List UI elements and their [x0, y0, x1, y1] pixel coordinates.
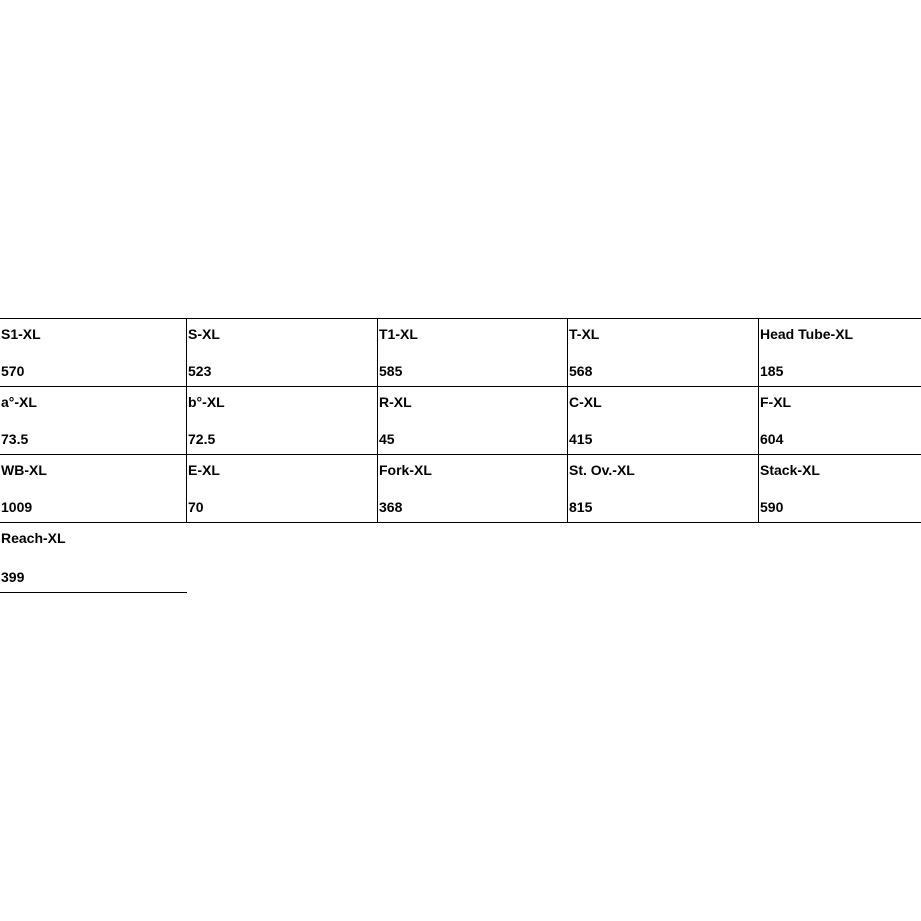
- spec-value: 399: [1, 569, 25, 585]
- spec-row-4: [0, 523, 921, 593]
- spec-label: E-XL: [188, 462, 220, 478]
- spec-cell-reach: [0, 523, 187, 593]
- spec-label: T-XL: [569, 326, 600, 342]
- spec-cell-s: [187, 319, 378, 387]
- spec-value: 45: [379, 431, 395, 447]
- spec-value: 185: [760, 363, 784, 379]
- spec-cell-standover: [568, 455, 759, 523]
- spec-value: 70: [188, 499, 204, 515]
- spec-row-3: [0, 455, 921, 523]
- spec-label: S1-XL: [1, 326, 41, 342]
- spec-label: F-XL: [760, 394, 792, 410]
- spec-value: 570: [1, 363, 25, 379]
- spec-cell-a-angle: [0, 387, 187, 455]
- spec-value: 523: [188, 363, 212, 379]
- spec-label: R-XL: [379, 394, 412, 410]
- spec-value: 368: [379, 499, 403, 515]
- spec-cell-f: [759, 387, 921, 455]
- spec-cell-wb: [0, 455, 187, 523]
- spec-value: 73.5: [1, 431, 29, 447]
- spec-value: 815: [569, 499, 593, 515]
- spec-cell-c: [568, 387, 759, 455]
- spec-value: 590: [760, 499, 784, 515]
- spec-value: 585: [379, 363, 403, 379]
- spec-value: 568: [569, 363, 593, 379]
- spec-cell-t1: [378, 319, 568, 387]
- spec-cell-head-tube: [759, 319, 921, 387]
- spec-cell-t: [568, 319, 759, 387]
- spec-value: 415: [569, 431, 593, 447]
- spec-label: Reach-XL: [1, 530, 66, 546]
- spec-label: a°-XL: [1, 394, 37, 410]
- spec-row-1: [0, 319, 921, 387]
- spec-label: Stack-XL: [760, 462, 820, 478]
- spec-label: S-XL: [188, 326, 220, 342]
- spec-cell-b-angle: [187, 387, 378, 455]
- spec-cell-r: [378, 387, 568, 455]
- spec-cell-fork: [378, 455, 568, 523]
- spec-label: St. Ov.-XL: [569, 462, 635, 478]
- spec-label: T1-XL: [379, 326, 418, 342]
- spec-label: C-XL: [569, 394, 602, 410]
- spec-row-2: [0, 387, 921, 455]
- spec-cell-e: [187, 455, 378, 523]
- spec-value: 1009: [1, 499, 33, 515]
- spec-cell-stack: [759, 455, 921, 523]
- spec-label: WB-XL: [1, 462, 47, 478]
- spec-value: 604: [760, 431, 784, 447]
- spec-label: b°-XL: [188, 394, 225, 410]
- spec-label: Head Tube-XL: [760, 326, 854, 342]
- spec-label: Fork-XL: [379, 462, 432, 478]
- geometry-spec-table: [0, 318, 921, 593]
- spec-cell-s1: [0, 319, 187, 387]
- spec-value: 72.5: [188, 431, 216, 447]
